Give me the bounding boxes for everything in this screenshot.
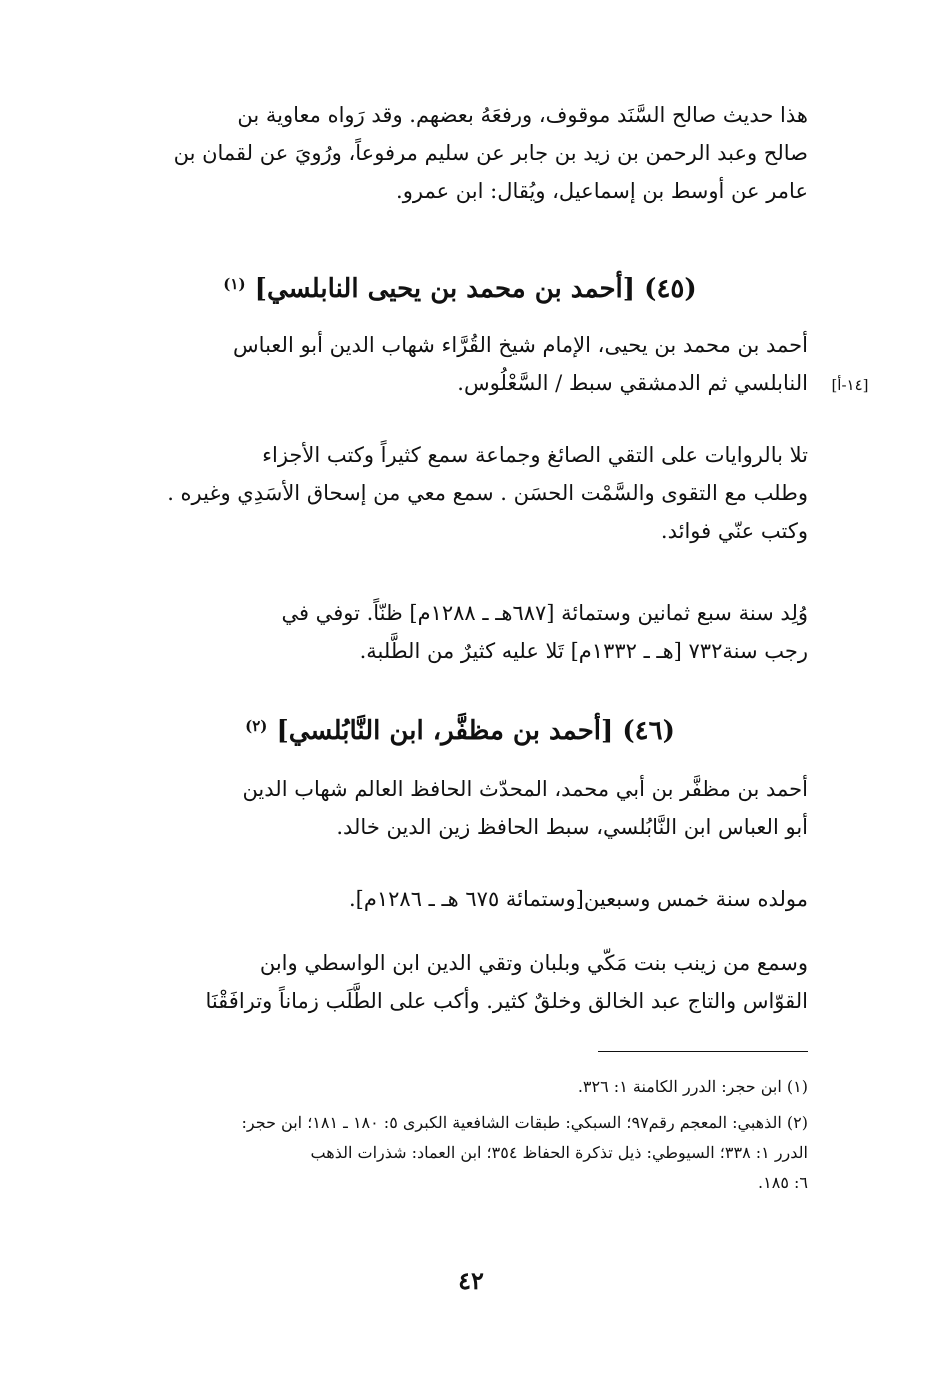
text-line: أبو العباس ابن النَّابُلسي، سبط الحافظ زين الدين خالد. — [336, 815, 808, 839]
entry-heading-45 — [112, 264, 808, 309]
footnote-marker: (١) — [223, 275, 246, 293]
text-line: صالح وعبد الرحمن بن زيد بن جابر عن سليم مرفوعاً، ورُويَ عن لقمان بن — [173, 141, 808, 165]
footnote-line: (٢) الذهبي: المعجم رقم٩٧؛ السبكي: طبقات الشافعية الكبرى ٥: ١٨٠ ـ ١٨١؛ ابن حجر: — [241, 1113, 808, 1132]
footnote-line: الدرر ١: ٣٣٨؛ السيوطي: ذيل تذكرة الحفاظ ٣٥٤؛ ابن العماد: شذرات الذهب — [310, 1143, 808, 1162]
paragraph-46-study — [112, 944, 808, 1020]
text-line: رجب سنة٧٣٢ [هـ ـ ١٣٣٢م] تَلا عليه كثيرٌ من الطَّلبة. — [359, 639, 808, 663]
text-line: تلا بالروايات على التقي الصائغ وجماعة سمع كثيراً وكتب الأجزاء — [262, 443, 808, 467]
heading-text: (٤٥) [أحمد بن محمد بن يحيى النابلسي] — [254, 274, 697, 304]
paragraph-45-study — [112, 436, 808, 550]
entry-heading-46 — [112, 706, 808, 751]
paragraph-intro — [112, 96, 808, 210]
footnote-line: (١) ابن حجر: الدرر الكامنة ١: ٣٢٦. — [577, 1077, 808, 1096]
text-line: وسمع من زينب بنت مَكّي وبلبان وتقي الدين ابن الواسطي وابن — [259, 951, 808, 975]
text-line: هذا حديث صالح السَّنَد موقوف، ورفعَهُ بعضهم. وقد رَواه معاوية بن — [237, 103, 808, 127]
text-line: القوّاس والتاج عبد الخالق وخلقٌ كثير. وأكب على الطَّلَب زماناً وترافَقْنَا — [205, 989, 808, 1013]
manuscript-folio-marker: [١٤-أ] — [831, 376, 869, 394]
paragraph-46-name — [112, 770, 808, 846]
text-line: وكتب عنّي فوائد. — [660, 519, 808, 543]
footnote-1 — [112, 1072, 808, 1102]
text-line: مولده سنة خمس وسبعين[وستمائة ٦٧٥ هـ ـ ١٢٨٦م]. — [349, 887, 808, 911]
text-line: وطلب مع التقوى والسَّمْت الحسَن . سمع معي من إسحاق الأسَدِي وغيره . — [167, 481, 808, 505]
heading-text: (٤٦) [أحمد بن مظفَّر، ابن النَّابُلسي] — [276, 716, 675, 746]
footnote-separator — [598, 1051, 808, 1052]
text-line: أحمد بن محمد بن يحيى، الإمام شيخ القُرَّاء شهاب الدين أبو العباس — [233, 333, 808, 357]
paragraph-45-dates — [112, 594, 808, 670]
paragraph-46-birth — [112, 880, 808, 918]
text-line: أحمد بن مظفَّر بن أبي محمد، المحدّث الحافظ العالم شهاب الدين — [242, 777, 808, 801]
text-line: النابلسي ثم الدمشقي سبط / السَّعْلُوس. — [457, 371, 808, 395]
footnote-marker: (٢) — [245, 717, 268, 735]
page-number: ٤٢ — [458, 1266, 484, 1295]
text-line: عامر عن أوسط بن إسماعيل، ويُقال: ابن عمرو. — [396, 179, 808, 203]
text-line: وُلِد سنة سبع ثمانين وستمائة [٦٨٧هـ ـ ١٢٨٨م] ظنّاً. توفي في — [281, 601, 808, 625]
paragraph-45-name — [112, 326, 808, 402]
footnote-line: ٦: ١٨٥. — [758, 1173, 808, 1192]
footnote-2 — [112, 1108, 808, 1198]
